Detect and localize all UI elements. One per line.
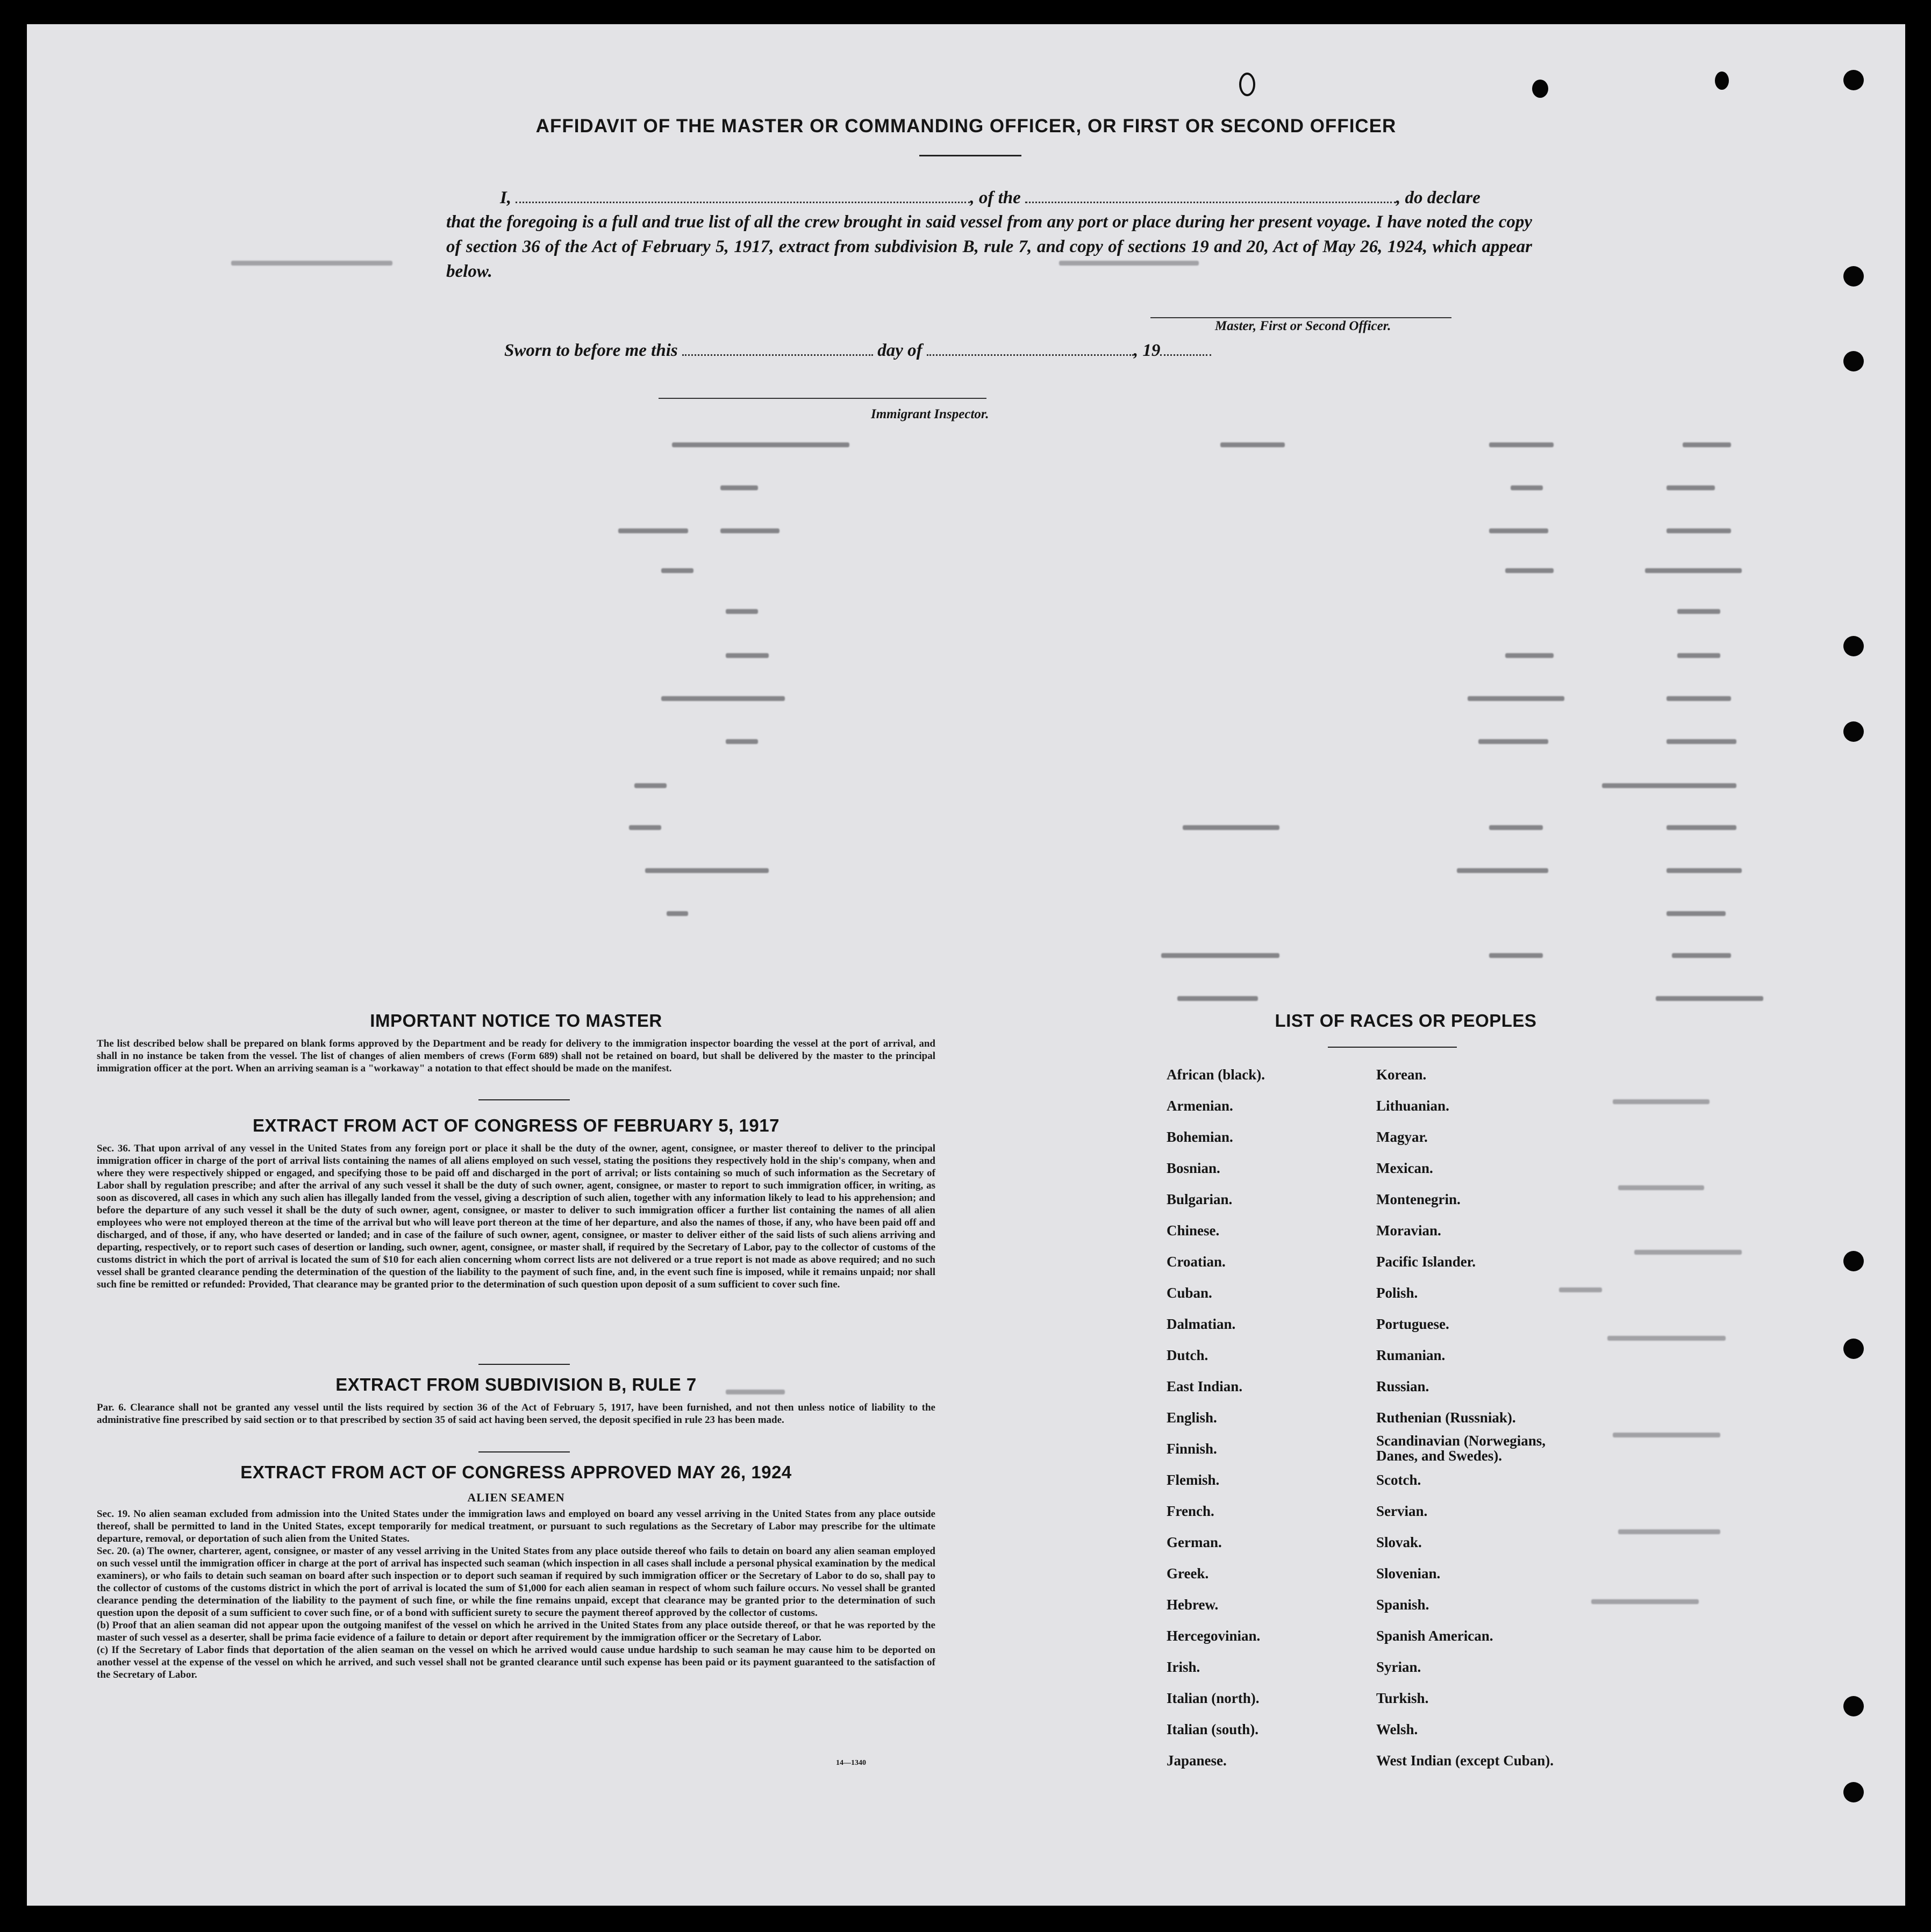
- extract-rule7-body: Par. 6. Clearance shall not be granted any vessel until the lists required by section 36 of the Act of February 5, 1917, have been furnished, and not then unless notice of liability to the administrative fine prescribed by said section or to that prescribed by section 35 of said act having been served, the deposit specified in rule 23 has been made.: [97, 1402, 935, 1426]
- race-item-croatian: Croatian.: [1167, 1254, 1226, 1270]
- race-item-cuban: Cuban.: [1167, 1285, 1212, 1301]
- punch-hole: [1843, 1251, 1864, 1271]
- sec-20a: Sec. 20. (a) The owner, charterer, agent, consignee, or master of any vessel arriving in the United States from any place outside thereof who fails to detain on board any alien seaman employed on such vessel until the immigration officer in charge at the port of arrival has inspected such seaman (which inspection in all cases shall include a personal physical examination by the medical examiners), or who fails to detain such seaman on board after such inspection or to deport such seaman if required by such immigration officer or the Secretary of Labor to do so, shall pay to the collector of customs of the customs district in which the port of arrival is located the sum of $1,000 for each alien seaman in respect of whom such failure occurs. No vessel shall be granted clearance pending the determination of the liability to the payment of such fine, or while the fine remains unpaid, except that clearance may be granted prior to the determination of such question upon the deposit of a sum sufficient to cover such fine, or of a bond with sufficient surety to secure the payment thereof approved by the collector of customs.: [97, 1545, 935, 1619]
- signature-caption: Master, First or Second Officer.: [1215, 319, 1391, 333]
- label-day-of: day of: [877, 341, 922, 360]
- punch-hole: [1843, 1696, 1864, 1716]
- extract-1917-body: Sec. 36. That upon arrival of any vessel in the United States from any foreign port or place it shall be the duty of the owner, agent, consignee, or master thereof to deliver to the principal immigration officer in charge of the port of arrival lists containing the names of all aliens employed on such vessel, stating the positions they respectively hold in the ship's company, when and where they were respectively shipped or engaged, and specifying those to be paid off and discharged in the port of arrival; or lists containing so much of such information as the Secretary of Labor shall by regulation prescribe; and after the arrival of any such vessel it shall be the duty of such owner, agent, consignee, or master to report to such immigration officer, in writing, as soon as discovered, all cases in which any such alien has illegally landed from the vessel, giving a description of such alien, together with any information likely to lead to his apprehension; and before the departure of any such vessel it shall be the duty of such owner, agent, consignee, or master to deliver to such immigration officer a further list containing the names of all alien employees who were not employed thereon at the time of the arrival but who will leave port thereon at the time of her departure, and also the names of those, if any, who have been paid off and discharged, and of those, if any, who have deserted or landed; and in case of the failure of such owner, agent, consignee, or master to deliver either of the said lists of such aliens arriving and departing, respectively, or to report such cases of desertion or landing, such owner, agent, consignee, or master shall, if required by the Secretary of Labor, pay to the collector of customs of the customs district in which the port of arrival is located the sum of $10 for each alien concerning whom correct lists are not delivered or a true report is not made as above required; and no such vessel shall be granted clearance pending the determination of the question of the liability to the payment of such fine, and, in the event such fine is imposed, while it remains unpaid; nor shall such fine be remitted or refunded: Provided, That clearance may be granted prior to the determination of such question upon deposit of a sum sufficient to cover such fine.: [97, 1143, 935, 1290]
- officer-name-field[interactable]: [516, 188, 970, 203]
- race-item-hebrew: Hebrew.: [1167, 1597, 1219, 1613]
- extract-1924-title: EXTRACT FROM ACT OF CONGRESS APPROVED MAY 26, 1924: [240, 1462, 792, 1482]
- race-item-portuguese: Portuguese.: [1376, 1316, 1449, 1332]
- affidavit-declare-line: [500, 188, 1481, 208]
- race-item-polish: Polish.: [1376, 1285, 1418, 1301]
- race-item-dalmatian: Dalmatian.: [1167, 1316, 1236, 1332]
- race-item-magyar: Magyar.: [1376, 1129, 1428, 1145]
- race-item-german: German.: [1167, 1534, 1222, 1550]
- races-column-1: [1167, 1059, 1265, 1776]
- race-item-welsh: Welsh.: [1376, 1721, 1418, 1737]
- punch-hole: [1715, 71, 1729, 90]
- punch-hole: [1532, 80, 1548, 98]
- extract-1917-title: EXTRACT FROM ACT OF CONGRESS OF FEBRUARY 5, 1917: [253, 1115, 779, 1135]
- sec-20b: (b) Proof that an alien seaman did not appear upon the outgoing manifest of the vessel on which he arrived in the United States from any place outside thereof, or that he was reported by the master of such vessel as a deserter, shall be prima facie evidence of a failure to detain or deport after requirement by the immigration officer or the Secretary of Labor.: [97, 1620, 935, 1643]
- label-of-the: , of the: [970, 188, 1021, 207]
- punch-hole: [1843, 721, 1864, 742]
- label-year: , 19: [1133, 341, 1161, 360]
- race-item-bohemian: Bohemian.: [1167, 1129, 1233, 1145]
- title-underline: [919, 155, 1021, 156]
- race-item-west-indian-except-cuban: West Indian (except Cuban).: [1376, 1752, 1554, 1769]
- vessel-name-field[interactable]: [1025, 188, 1396, 203]
- race-item-slovak: Slovak.: [1376, 1534, 1422, 1550]
- sworn-line: [504, 340, 1211, 361]
- divider: [478, 1451, 570, 1452]
- race-item-english: English.: [1167, 1409, 1217, 1426]
- extract-1924-sections: [97, 1508, 935, 1681]
- punch-hole: [1843, 266, 1864, 287]
- race-item-dutch: Dutch.: [1167, 1347, 1208, 1363]
- sworn-month-field[interactable]: [927, 340, 1134, 356]
- sec-20c: (c) If the Secretary of Labor finds that deportation of the alien seaman on the vessel on which he arrived would cause undue hardship to such seaman he may cause him to be deported on another vessel at the expense of the vessel on which he arrived, and such vessel shall not be granted clearance until such expense has been paid or its payment guaranteed to the satisfaction of the Secretary of Labor.: [97, 1644, 935, 1680]
- race-item-chinese: Chinese.: [1167, 1222, 1220, 1239]
- race-item-flemish: Flemish.: [1167, 1472, 1220, 1488]
- affidavit-declaration: that the foregoing is a full and true list of all the crew brought in said vessel from any port or place during her present voyage. I have noted the copy of section 36 of the Act of February 5, 1917, extract from subdivision B, rule 7, and copy of sections 19 and 20, Act of May 26, 1924, which appear below.: [446, 212, 1532, 281]
- race-item-spanish-american: Spanish American.: [1376, 1628, 1493, 1644]
- punch-hole: [1843, 70, 1864, 90]
- race-item-italian-south: Italian (south).: [1167, 1721, 1259, 1737]
- race-item-korean: Korean.: [1376, 1067, 1427, 1083]
- notice-title: IMPORTANT NOTICE TO MASTER: [370, 1011, 662, 1031]
- extract-rule7-title: EXTRACT FROM SUBDIVISION B, RULE 7: [335, 1375, 697, 1394]
- label-do-declare: , do declare: [1396, 188, 1481, 207]
- race-item-hercegovinian: Hercegovinian.: [1167, 1628, 1261, 1644]
- race-item-bulgarian: Bulgarian.: [1167, 1191, 1233, 1207]
- signature-line[interactable]: [1150, 317, 1451, 318]
- race-item-ruthenian-russniak: Ruthenian (Russniak).: [1376, 1409, 1516, 1426]
- races-underline: [1328, 1047, 1457, 1048]
- race-item-finnish: Finnish.: [1167, 1441, 1217, 1457]
- form-page: [27, 24, 1905, 1906]
- punch-hole: [1843, 636, 1864, 656]
- race-item-armenian: Armenian.: [1167, 1098, 1233, 1114]
- punch-hole: [1843, 1782, 1864, 1802]
- inspector-signature-line[interactable]: [659, 398, 986, 399]
- race-item-east-indian: East Indian.: [1167, 1378, 1243, 1394]
- race-item-slovenian: Slovenian.: [1376, 1565, 1441, 1582]
- punch-hole: [1843, 1339, 1864, 1359]
- race-item-italian-north: Italian (north).: [1167, 1690, 1260, 1706]
- divider: [478, 1099, 570, 1100]
- race-item-scandinavian-norwegians-danes-and-swedes: Scandinavian (Norwegians, Danes, and Swedes).: [1376, 1433, 1546, 1464]
- races-column-2: [1376, 1059, 1575, 1776]
- punch-hole: [1843, 351, 1864, 371]
- sec-19: Sec. 19. No alien seaman excluded from admission into the United States under the immigration laws and employed on board any vessel arriving in the United States from any place outside thereof, shall be permitted to land in the United States, except temporarily for medical treatment, or pursuant to such regulations as the Secretary of Labor may prescribe for the ultimate departure, removal, or deportation of such alien from the United States.: [97, 1508, 935, 1544]
- race-item-african-black: African (black).: [1167, 1067, 1265, 1083]
- race-item-greek: Greek.: [1167, 1565, 1209, 1582]
- sworn-year-field[interactable]: [1160, 340, 1211, 356]
- race-item-pacific-islander: Pacific Islander.: [1376, 1254, 1476, 1270]
- race-item-syrian: Syrian.: [1376, 1659, 1421, 1675]
- race-item-russian: Russian.: [1376, 1378, 1429, 1394]
- race-item-bosnian: Bosnian.: [1167, 1160, 1220, 1176]
- race-item-servian: Servian.: [1376, 1503, 1428, 1519]
- race-item-montenegrin: Montenegrin.: [1376, 1191, 1461, 1207]
- race-item-spanish: Spanish.: [1376, 1597, 1429, 1613]
- divider: [478, 1364, 570, 1365]
- race-item-irish: Irish.: [1167, 1659, 1200, 1675]
- race-item-lithuanian: Lithuanian.: [1376, 1098, 1449, 1114]
- sworn-day-field[interactable]: [682, 340, 873, 356]
- race-item-japanese: Japanese.: [1167, 1752, 1227, 1769]
- race-item-french: French.: [1167, 1503, 1214, 1519]
- race-item-rumanian: Rumanian.: [1376, 1347, 1446, 1363]
- races-title: LIST OF RACES OR PEOPLES: [1275, 1011, 1537, 1031]
- race-item-moravian: Moravian.: [1376, 1222, 1441, 1239]
- stamp-circle-mark: [1239, 73, 1255, 96]
- label-sworn: Sworn to before me this: [504, 341, 678, 360]
- label-i: I,: [500, 188, 512, 207]
- form-number: 14—1340: [836, 1759, 866, 1767]
- race-item-mexican: Mexican.: [1376, 1160, 1433, 1176]
- notice-body: The list described below shall be prepared on blank forms approved by the Department and be ready for delivery to the immigration inspector boarding the vessel at the port of arrival, and shall in no instance be taken from the vessel. The list of changes of alien members of crews (Form 689) shall not be retained on board, but shall be delivered by the master to the principal immigration officer at the port. When an arriving seaman is a "workaway" a notation to that effect should be made on the manifest.: [97, 1038, 935, 1074]
- affidavit-title: AFFIDAVIT OF THE MASTER OR COMMANDING OFFICER, OR FIRST OR SECOND OFFICER: [535, 116, 1397, 137]
- inspector-caption: Immigrant Inspector.: [871, 407, 989, 421]
- race-item-scotch: Scotch.: [1376, 1472, 1421, 1488]
- race-item-turkish: Turkish.: [1376, 1690, 1429, 1706]
- extract-1924-subtitle: ALIEN SEAMEN: [467, 1491, 565, 1504]
